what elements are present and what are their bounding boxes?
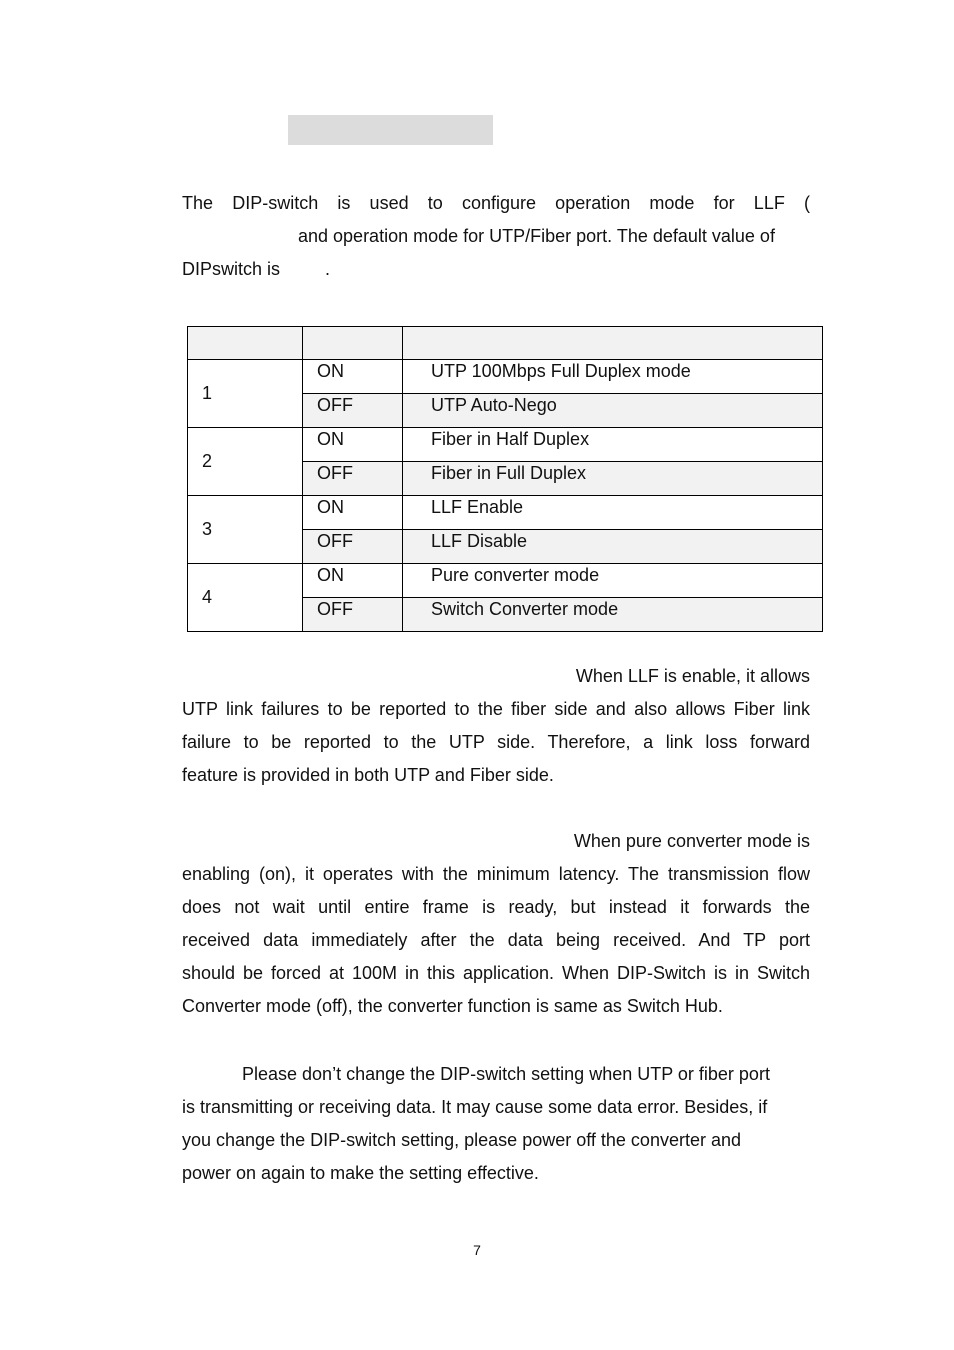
pure-line: enabling (on), it operates with the minimum latency. The transmission flow	[182, 864, 810, 884]
switch-description: UTP 100Mbps Full Duplex mode	[403, 360, 823, 394]
intro-line: The DIP-switch is used to configure operation mode for LLF (	[182, 193, 810, 213]
header-switch	[188, 327, 303, 360]
pure-line: When pure converter mode is	[573, 831, 810, 851]
switch-state: OFF	[303, 462, 403, 496]
dip-switch-table	[187, 326, 823, 632]
llf-line: failure to be reported to the UTP side. Therefore, a link loss forward	[182, 732, 810, 752]
pure-line: does not wait until entire frame is ready, but instead it forwards the	[182, 897, 810, 917]
switch-state: ON	[303, 360, 403, 394]
switch-description: Switch Converter mode	[403, 598, 823, 632]
note-line: is transmitting or receiving data. It may cause some data error. Besides, if	[182, 1097, 768, 1117]
pure-line: received data immediately after the data being received. And TP port	[182, 930, 810, 950]
switch-description: Fiber in Half Duplex	[403, 428, 823, 462]
switch-state: ON	[303, 496, 403, 530]
switch-description: Pure converter mode	[403, 564, 823, 598]
section-heading-highlight	[288, 115, 493, 145]
table-row	[188, 564, 823, 598]
header-state	[303, 327, 403, 360]
switch-description: UTP Auto-Nego	[403, 394, 823, 428]
llf-line: feature is provided in both UTP and Fiber side.	[182, 765, 554, 785]
note-paragraph	[182, 1058, 810, 1190]
llf-line: When LLF is enable, it allows	[575, 666, 810, 686]
switch-state: OFF	[303, 530, 403, 564]
switch-number: 4	[188, 564, 303, 632]
table-row	[188, 428, 823, 462]
header-description	[403, 327, 823, 360]
switch-state: ON	[303, 564, 403, 598]
llf-line: UTP link failures to be reported to the fiber side and also allows Fiber link	[182, 699, 810, 719]
pure-line: should be forced at 100M in this application. When DIP-Switch is in Switch	[182, 963, 810, 983]
intro-line	[182, 253, 810, 286]
pure-line: Converter mode (off), the converter function is same as Switch Hub.	[182, 996, 723, 1016]
llf-paragraph	[182, 660, 810, 792]
pure-converter-paragraph	[182, 825, 810, 1023]
switch-number: 3	[188, 496, 303, 564]
switch-state: OFF	[303, 598, 403, 632]
note-line: Please don’t change the DIP-switch setting when UTP or fiber port	[242, 1064, 770, 1084]
switch-description: LLF Enable	[403, 496, 823, 530]
table-row	[188, 360, 823, 394]
intro-line-end: .	[325, 259, 331, 279]
intro-line: and operation mode for UTP/Fiber port. The default value of	[298, 226, 775, 246]
intro-line-start: DIPswitch is	[182, 259, 281, 279]
page-number: 7	[473, 1242, 481, 1258]
note-line: you change the DIP-switch setting, please power off the converter and	[182, 1130, 741, 1150]
switch-description: LLF Disable	[403, 530, 823, 564]
table-row	[188, 496, 823, 530]
switch-number: 1	[188, 360, 303, 428]
switch-state: OFF	[303, 394, 403, 428]
switch-description: Fiber in Full Duplex	[403, 462, 823, 496]
switch-number: 2	[188, 428, 303, 496]
switch-state: ON	[303, 428, 403, 462]
intro-paragraph	[182, 187, 810, 286]
table-header-row	[188, 327, 823, 360]
note-line: power on again to make the setting effective.	[182, 1163, 539, 1183]
